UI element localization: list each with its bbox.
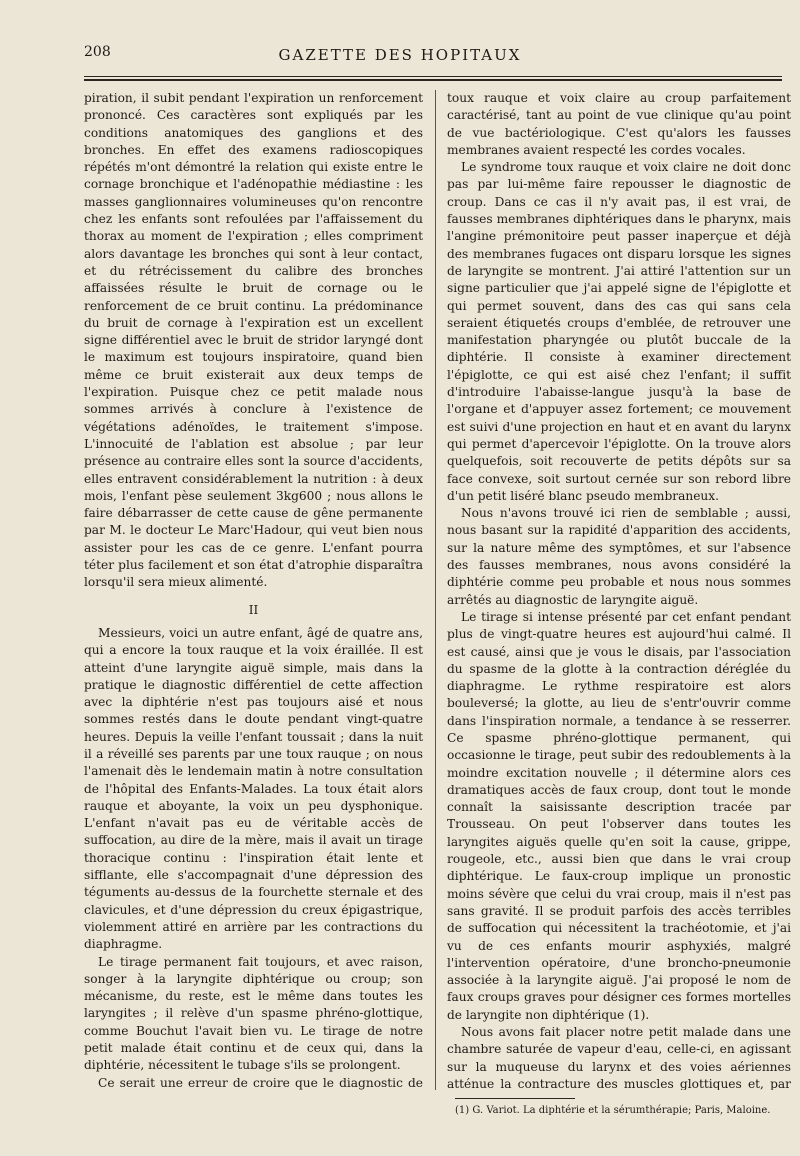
- footnote: (1) G. Variot. La diphtérie et la sérumthérapie; Paris, Maloine.: [455, 1105, 771, 1116]
- column-divider: [435, 90, 436, 1090]
- paragraph: piration, il subit pendant l'expiration un renforcement prononcé. Ces caractères sont expliqués par les conditions anatomiques des ganglions et des bronches. En effet des examens radioscopiques répétés m'ont démontré la relation qui existe entre le cornage bronchique et l'adénopathie médiastine : les masses ganglionnaires volumineuses qu'on rencontre chez les enfants sont refoulées par l'affaissement du thorax au moment de l'expiration ; elles compriment alors davantage les bronches qui sont à leur contact, et du rétrécissement du calibre des bronches affaissées résulte le bruit de cornage ou le renforcement de ce bruit continu. La prédominance du bruit de cornage à l'expiration est un excellent signe différentiel avec le bruit de stridor laryngé dont le maximum est toujours inspiratoire, quand bien même ce bruit existerait aux deux temps de l'expiration. Puisque chez ce petit malade nous sommes arrivés à conclure à l'existence de végétations adénoïdes, le traitement s'impose. L'innocuité de l'ablation est absolue ; par leur présence au contraire elles sont la source d'accidents, elles entravent considérablement la nutrition : à deux mois, l'enfant pèse seulement 3kg600 ; nous allons le faire débarrasser de cette cause de gêne permanente par M. le docteur Le Marc'Hadour, qui veut bien nous assister pour les cas de ce genre. L'enfant pourra téter plus facilement et son état d'atrophie disparaîtra lorsqu'il sera mieux alimenté.: [84, 91, 423, 590]
- page-number: 208: [84, 44, 111, 60]
- paragraph: toux rauque et voix claire au croup parfaitement caractérisé, tant au point de vue clinique qu'au point de vue bactériologique. C'est qu'alors les fausses membranes avaient respecté les cordes vocales.: [447, 91, 791, 157]
- paragraph: Le tirage si intense présenté par cet enfant pendant plus de vingt-quatre heures est aujourd'hui calmé. Il est causé, ainsi que je vous le disais, par l'association du spasme de la glotte à la contraction déréglée du diaphragme. Le rythme respiratoire est alors bouleversé; la glotte, au lieu de s'entr'ouvrir comme dans l'inspiration normale, a tendance à se resserrer. Ce spasme phréno-glottique permanent, qui occasionne le tirage, peut subir des redoublements à la moindre excitation nouvelle ; il détermine alors ces dramatiques accès de faux croup, dont tout le monde connaît la saisissante description tracée par Trousseau. On peut l'observer dans toutes les laryngites aiguës quelle qu'en soit la cause, grippe, rougeole, etc., aussi bien que dans le vrai croup diphtérique. Le faux-croup implique un pronostic moins sévère que celui du vrai croup, mais il n'est pas sans gravité. Il se produit parfois des accès terribles de suffocation qui nécessitent la trachéotomie, et j'ai vu de ces enfants mourir asphyxiés, malgré l'intervention opératoire, d'une broncho-pneumonie associée à la laryngite aiguë. J'ai proposé le nom de faux croups graves pour désigner ces formes mortelles de laryngite non diphtérique (1).: [447, 609, 791, 1022]
- page-header-title: GAZETTE DES HOPITAUX: [278, 46, 522, 64]
- paragraph: Le syndrome toux rauque et voix claire ne doit donc pas par lui-même faire repousser le diagnostic de croup. Dans ce cas il n'y avait pas, il est vrai, de fausses membranes diphtériques dans le pharynx, mais l'angine prémonitoire peut passer inaperçue et déjà des membranes fugaces ont disparu lorsque les signes de laryngite se montrent. J'ai attiré l'attention sur un signe particulier que j'ai appelé signe de l'épiglotte et qui permet souvent, dans des cas qui sans cela seraient étiquetés croups d'emblée, de retrouver une manifestation pharyngée ou plutôt buccale de la diphtérie. Il consiste à examiner directement l'épiglotte, ce qui est aisé chez l'enfant; il suffit d'introduire l'abaisse-langue jusqu'à la base de l'organe et d'appuyer assez fortement; ce mouvement est suivi d'une projection en haut et en avant du larynx qui permet d'apercevoir l'épiglotte. On la trouve alors quelquefois, soit recouverte de petits dépôts sur sa face convexe, soit surtout cernée sur son rebord libre d'un petit liséré blanc pseudo membraneux.: [447, 160, 791, 503]
- header-rule: [84, 76, 782, 81]
- paragraph: Messieurs, voici un autre enfant, âgé de quatre ans, qui a encore la toux rauque et la voix éraillée. Il est atteint d'une laryngite aiguë simple, mais dans la pratique le diagnostic différentiel de cette affection avec la diphtérie n'est pas toujours aisé et nous sommes restés dans le doute pendant vingt-quatre heures. Depuis la veille l'enfant toussait ; dans la nuit il a réveillé ses parents par une toux rauque ; on nous l'amenait dès le lendemain matin à notre consultation de l'hôpital des Enfants-Malades. La toux était alors rauque et aboyante, la voix un peu dysphonique. L'enfant n'avait pas eu de véritable accès de suffocation, au dire de la mère, mais il avait un tirage thoracique continu : l'inspiration était lente et sifflante, elle s'accompagnait d'une dépression des téguments au-dessus de la fourchette sternale et des clavicules, et d'une dépression du creux épigastrique, violemment attiré en arrière par les contractions du diaphragme.: [84, 625, 423, 952]
- paragraph: Le tirage permanent fait toujours, et avec raison, songer à la laryngite diphtérique ou croup; son mécanisme, du reste, est le même dans toutes les laryngites ; il relève d'un spasme phréno-glottique, comme Bouchut l'avait bien vu. Le tirage de notre petit malade était continu et de ceux qui, dans la diphtérie, nécessitent le tubage s'ils se prolongent.: [84, 954, 423, 1073]
- paragraph: Ce serait une erreur de croire que le diagnostic de: [98, 1075, 423, 1090]
- footnote-rule: [455, 1098, 575, 1099]
- paragraph: Nous n'avons trouvé ici rien de semblable ; aussi, nous basant sur la rapidité d'apparition des accidents, sur la nature même des symptômes, et sur l'absence des fausses membranes, nous avons considéré la diphtérie comme peu probable et nous nous sommes arrêtés au diagnostic de laryngite aiguë.: [447, 506, 791, 607]
- left-column: [84, 90, 423, 1090]
- right-column: [447, 90, 791, 1090]
- paragraph: Nous avons fait placer notre petit malade dans une chambre saturée de vapeur d'eau, celle-ci, en agissant sur la muqueuse du larynx et des voies aériennes atténue la contracture des muscles glottiques et, par: [447, 1025, 791, 1090]
- section-marker: II: [248, 602, 259, 617]
